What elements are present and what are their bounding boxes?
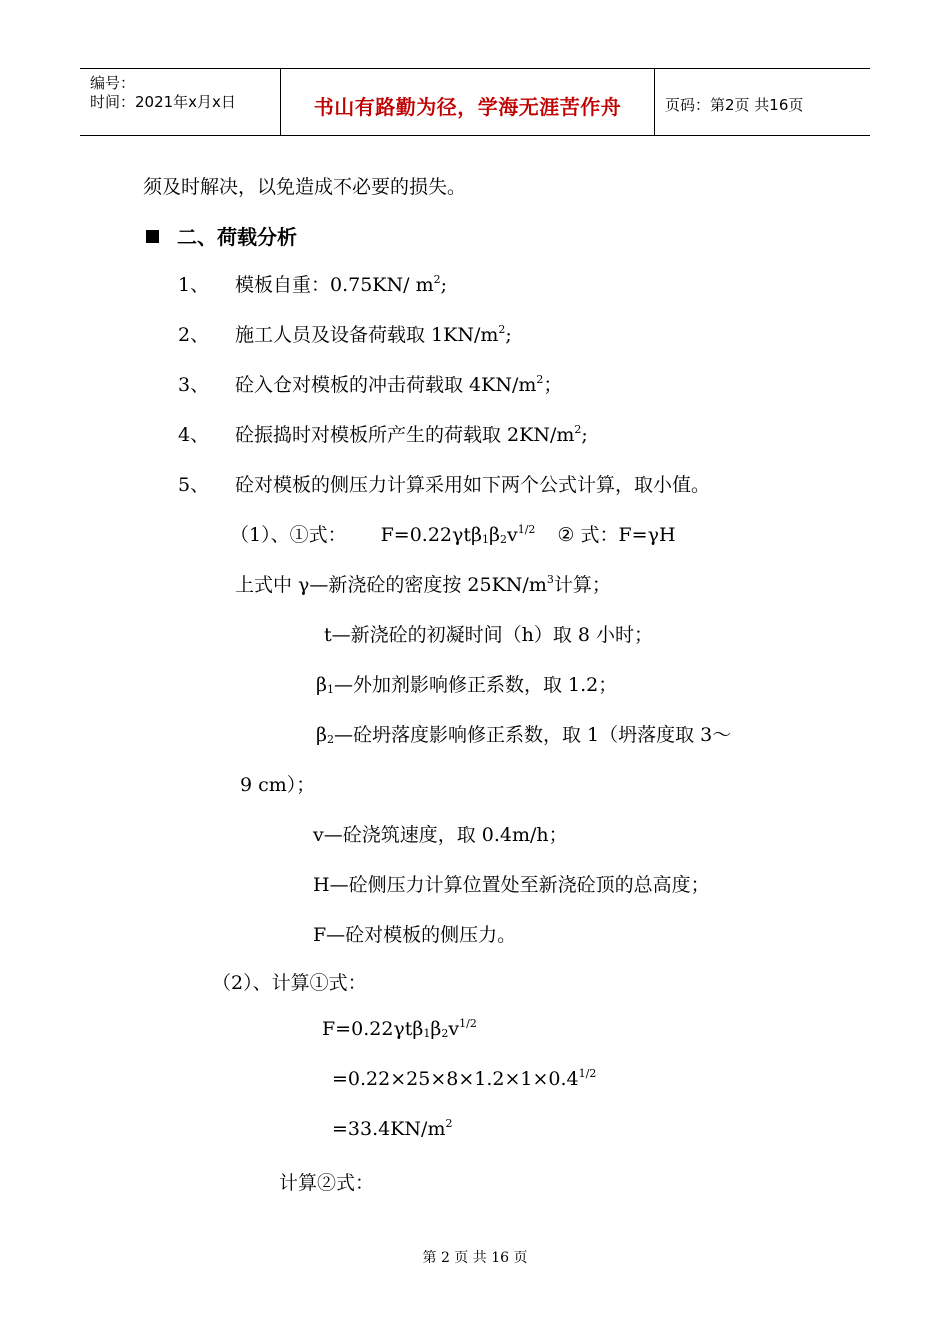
page-footer: 第 2 页 共 16 页 xyxy=(422,1250,528,1266)
motto: 书山有路勤为径，学海无涯苦作舟 xyxy=(313,95,622,119)
list-item: 5、 砼对模板的侧压力计算采用如下两个公式计算，取小值。 xyxy=(178,474,711,496)
time-label: 时间：2021年x月x日 xyxy=(90,93,236,111)
def-h: H—砼侧压力计算位置处至新浇砼顶的总高度； xyxy=(313,874,710,896)
list-item: 2、 施工人员及设备荷载取 $1KN/m^2$; xyxy=(178,323,512,346)
list-item: 3、 砼入仓对模板的冲击荷载取 $4KN/m^2$； xyxy=(178,373,563,396)
square-bullet-icon xyxy=(146,230,159,243)
def-beta2: $\beta_2—$砼坍落度影响修正系数，取 1（坍落度取 3～ xyxy=(316,724,732,746)
def-t: t—新浇砼的初凝时间（h）取 8 小时； xyxy=(324,624,654,646)
calc-line-1: $F=0.22\gamma t\beta_1\beta_2v^{1/2}$ xyxy=(322,1017,477,1040)
header-center-cell xyxy=(281,69,655,135)
calc-title: （2）、计算①式： xyxy=(212,972,367,994)
calc-line-2: $=0.22\times 25\times 8\times 1.2\times 1\times 0.4^{1/2}$ xyxy=(332,1067,597,1090)
calc-title-2: 计算②式： xyxy=(279,1172,375,1194)
def-beta1: $\beta_1—$外加剂影响修正系数，取 1.2； xyxy=(316,674,618,696)
list-item: 1、 模板自重：0.75KN/ $m^2$; xyxy=(178,273,447,296)
page-info: 页码：第2页 共16页 xyxy=(665,96,804,114)
section-heading xyxy=(146,221,297,250)
section-title: 二、荷载分析 xyxy=(177,225,297,249)
def-beta2-cont: 9 cm）； xyxy=(240,774,316,796)
header-table xyxy=(80,68,870,136)
intro-line: 须及时解决，以免造成不必要的损失。 xyxy=(143,176,467,198)
list-item: 4、 砼振捣时对模板所产生的荷载取 $2KN/m^2$; xyxy=(178,423,588,446)
def-v: v—砼浇筑速度，取 0.4m/h； xyxy=(313,824,568,846)
calc-line-3: $=33.4KN/m^2$ xyxy=(332,1117,453,1140)
header-left-cell xyxy=(80,69,281,135)
serial-label: 编号： xyxy=(90,74,136,92)
formula-line: （1）、①式： $F=0.22\gamma t\beta_1\beta_2v^{1/2}$ ② 式：F=γH xyxy=(230,523,676,546)
def-gamma: 上式中 γ—新浇砼的密度按 $25KN/m^3$计算； xyxy=(235,573,611,596)
def-f: F—砼对模板的侧压力。 xyxy=(313,924,517,946)
header-right-cell xyxy=(655,69,870,135)
